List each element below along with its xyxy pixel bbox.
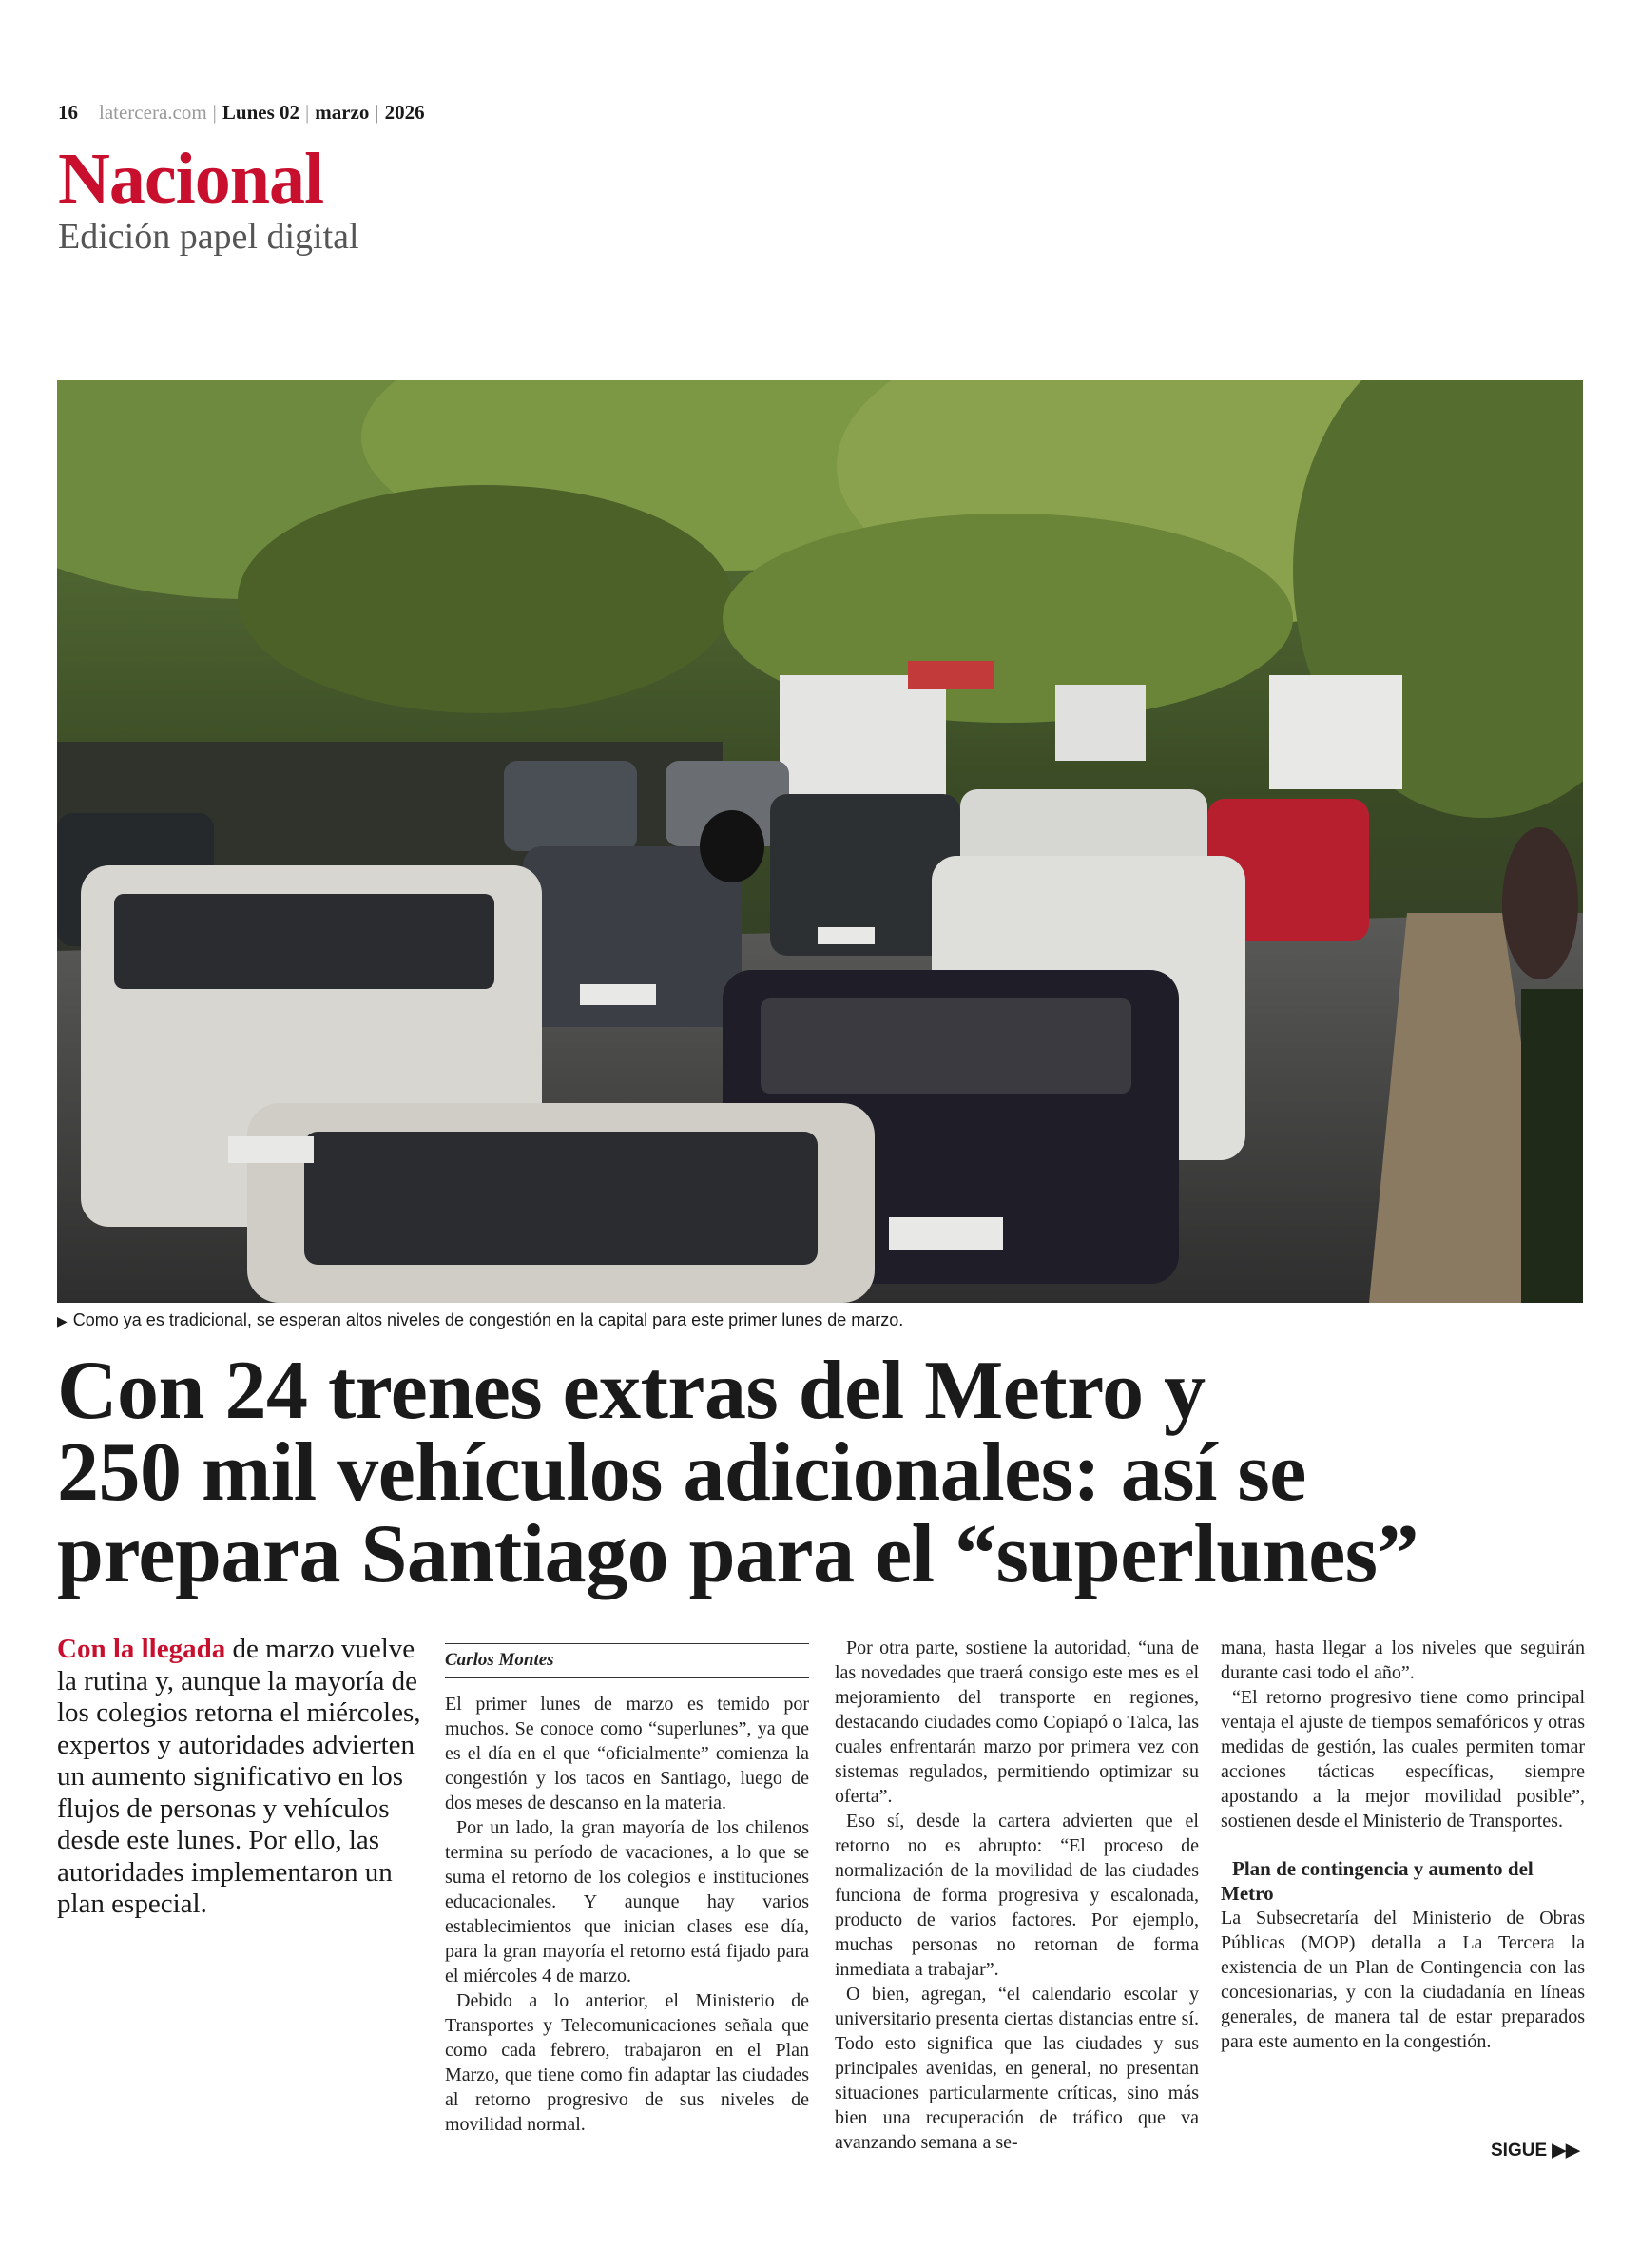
- caption-text: Como ya es tradicional, se esperan altos niveles de congestión en la capital para este primer lunes de marzo.: [72, 1310, 904, 1329]
- byline: Carlos Montes: [445, 1643, 809, 1678]
- headline: [57, 1345, 1583, 1600]
- article-paragraph: O bien, agregan, “el calendario escolar y universitario presenta ciertas distancias entre sí. Todo esto significa que las ciudades y sus principales avenidas, en general, no presentan situaciones particularmente críticas, sino más bien una recuperación de tráfico que va avanzando semana a se-: [835, 1984, 1199, 2153]
- article-paragraph: mana, hasta llegar a los niveles que seguirán durante casi todo el año”.: [1221, 1638, 1585, 1683]
- headline-line-3: prepara Santiago para el “superlunes”: [57, 1508, 1418, 1600]
- continue-marker[interactable]: SIGUE ▶▶: [1491, 2141, 1580, 2161]
- date-month: marzo: [315, 101, 370, 124]
- article-column-2: [835, 1636, 1199, 2155]
- page-number: 16: [58, 101, 78, 124]
- date-day: Lunes 02: [222, 101, 299, 124]
- headline-line-1: Con 24 trenes extras del Metro y: [57, 1345, 1206, 1437]
- traffic-photo: [57, 380, 1583, 1303]
- headline-line-2: 250 mil vehículos adicionales: así se: [57, 1426, 1306, 1519]
- article-paragraph: Por otra parte, sostiene la autoridad, “una de las novedades que traerá consigo este mes es el mejoramiento del transporte en regiones, destacando ciudades como Copiapó o Talca, las cuales enfrentarán marzo por primera vez con sistemas regulados, permitiendo optimizar su oferta”.: [835, 1638, 1199, 1807]
- photo-caption: [57, 1310, 903, 1330]
- article-column-3: [1221, 1636, 1585, 2054]
- article-paragraph: Debido a lo anterior, el Ministerio de Transportes y Telecomunicaciones señala que como cada febrero, trabajaron en el Plan Marzo, que tiene como fin adaptar las ciudades al retorno progresivo de sus niveles de movilidad normal.: [445, 1990, 809, 2135]
- section-title: Nacional: [58, 139, 324, 219]
- article-column-1: [445, 1643, 809, 2137]
- caption-arrow-icon: ▶: [57, 1313, 68, 1328]
- page-folio: 16 latercera.com | Lunes 02 | marzo | 2026: [58, 101, 425, 124]
- lead-paragraph: [57, 1634, 423, 1921]
- traffic-photo-illustration: [57, 380, 1583, 1303]
- article-paragraph: “El retorno progresivo tiene como principal ventaja el ajuste de tiempos semafóricos y otras medidas de gestión, las cuales permiten tomar acciones tácticas específicas, siempre apostando a la mejor movilidad posible”, sostienen desde el Ministerio de Transportes.: [1221, 1687, 1585, 1832]
- article-paragraph: El primer lunes de marzo es temido por muchos. Se conoce como “superlunes”, ya que es el día en el que “oficialmente” comienza la congestión y los tacos en Santiago, luego de dos meses de descanso en la materia.: [445, 1694, 809, 1813]
- lead-text: de marzo vuelve la rutina y, aunque la mayoría de los colegios retorna el miércoles, expertos y autoridades advierten un aumento significativo en los flujos de personas y vehículos desde este lunes. Por ello, las autoridades implementaron un plan especial.: [57, 1634, 421, 1919]
- edition-label: Edición papel digital: [58, 217, 359, 257]
- site-name[interactable]: latercera.com: [99, 101, 207, 124]
- article-paragraph: Por un lado, la gran mayoría de los chilenos termina su período de vacaciones, a lo que se suma el retorno de los colegios e instituciones educacionales. Y aunque hay varios establecimientos que inician clases ese día, para la gran mayoría el retorno está fijado para el miércoles 4 de marzo.: [445, 1817, 809, 1987]
- article-subhead: Plan de contingencia y aumento del Metro: [1221, 1857, 1534, 1905]
- article-paragraph: Eso sí, desde la cartera advierten que el retorno no es abrupto: “El proceso de normalización de la movilidad de las ciudades funciona de forma progresiva y escalonada, producto de varios factores. Por ejemplo, muchas personas no retornan de forma inmediata a trabajar”.: [835, 1811, 1199, 1980]
- article-paragraph: La Subsecretaría del Ministerio de Obras Públicas (MOP) detalla a La Tercera la existencia de un Plan de Contingencia con las concesionarias, y con la ciudadanía en líneas generales, de manera tal de estar preparados para este aumento en la congestión.: [1221, 1908, 1585, 2052]
- date-year: 2026: [384, 101, 425, 124]
- lead-highlight: Con la llegada: [57, 1634, 226, 1664]
